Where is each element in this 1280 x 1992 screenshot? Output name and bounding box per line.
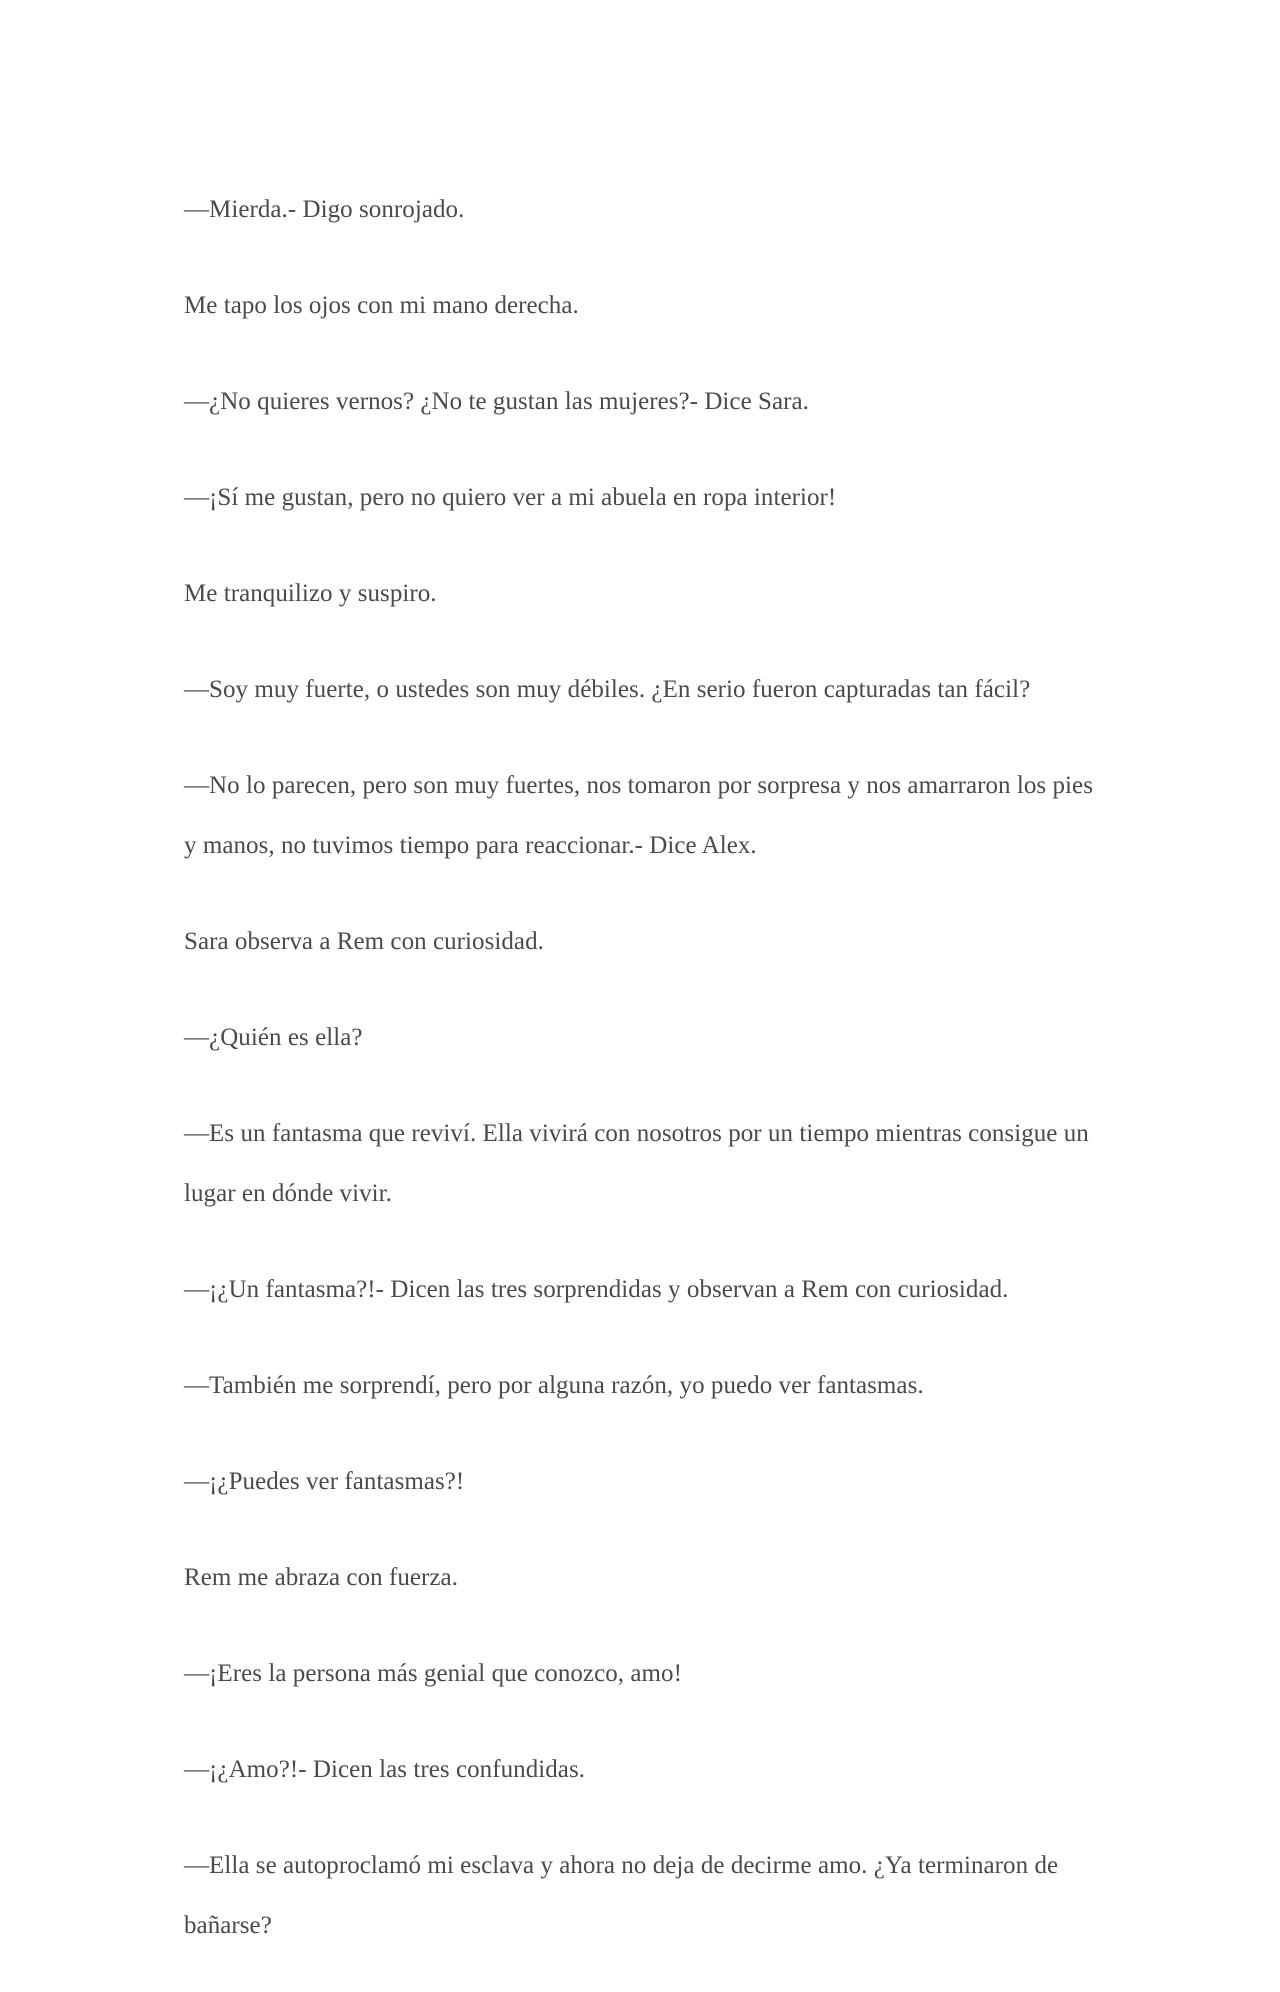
paragraph: —¿Quién es ella?	[184, 1024, 363, 1051]
paragraph: —Ella se autoproclamó mi esclava y ahora no deja de decirme amo. ¿Ya terminaron de bañarse?	[184, 1852, 1059, 1939]
paragraph: —¿No quieres vernos? ¿No te gustan las mujeres?- Dice Sara.	[184, 388, 809, 415]
paragraph: —También me sorprendí, pero por alguna razón, yo puedo ver fantasmas.	[184, 1372, 924, 1399]
paragraph: —No lo parecen, pero son muy fuertes, nos tomaron por sorpresa y nos amarraron los pies y manos, no tuvimos tiempo para reaccionar.- Dice Alex.	[184, 772, 1093, 859]
paragraph: Sara observa a Rem con curiosidad.	[184, 928, 544, 955]
paragraph: —Es un fantasma que reviví. Ella vivirá con nosotros por un tiempo mientras consigue un lugar en dónde vivir.	[184, 1120, 1089, 1207]
paragraph: —¡¿Amo?!- Dicen las tres confundidas.	[184, 1756, 586, 1783]
paragraph: Me tapo los ojos con mi mano derecha.	[184, 292, 579, 319]
paragraph: —¡Sí me gustan, pero no quiero ver a mi abuela en ropa interior!	[184, 484, 837, 511]
paragraph: —Mierda.- Digo sonrojado.	[184, 196, 465, 223]
paragraph: —¡Eres la persona más genial que conozco, amo!	[184, 1660, 682, 1687]
paragraph: Me tranquilizo y suspiro.	[184, 580, 437, 607]
document-body	[184, 180, 1104, 1992]
paragraph: —Soy muy fuerte, o ustedes son muy débiles. ¿En serio fueron capturadas tan fácil?	[184, 676, 1031, 703]
paragraph: Rem me abraza con fuerza.	[184, 1564, 459, 1591]
paragraph: —¡¿Un fantasma?!- Dicen las tres sorprendidas y observan a Rem con curiosidad.	[184, 1276, 1009, 1303]
paragraph: —¡¿Puedes ver fantasmas?!	[184, 1468, 465, 1495]
